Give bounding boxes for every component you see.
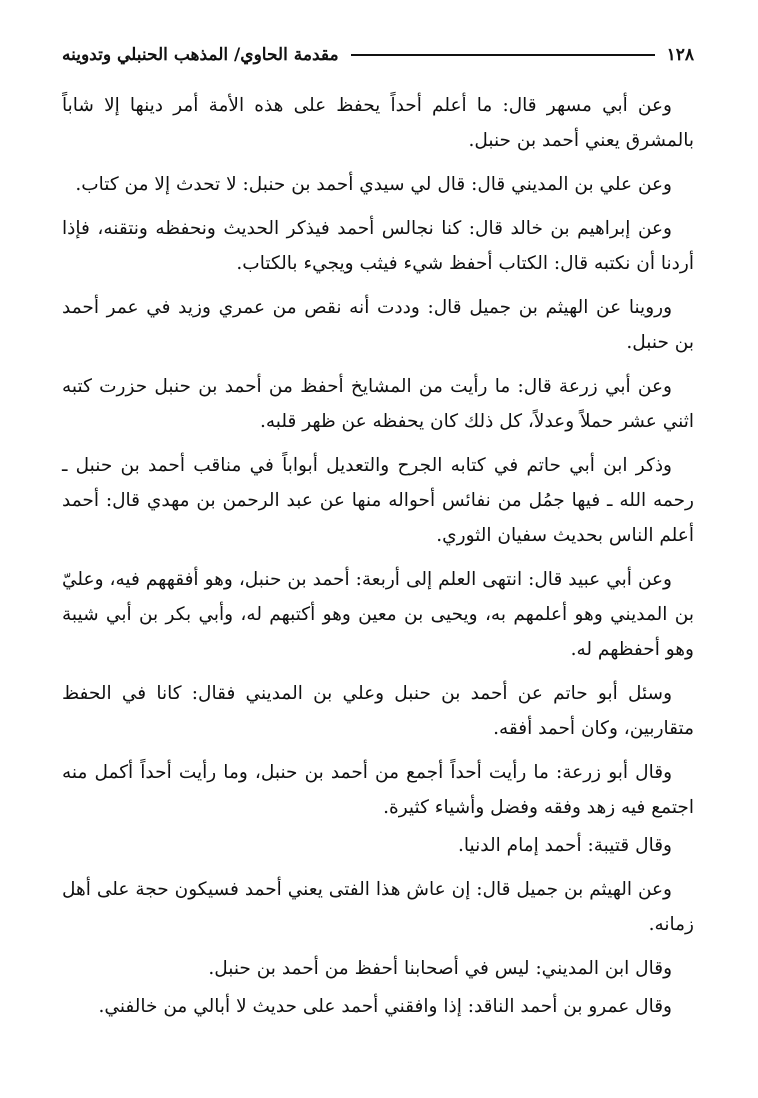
header-title: مقدمة الحاوي/ المذهب الحنبلي وتدوينه [62,45,339,65]
running-header [62,40,694,70]
paragraph-abu-hatim: وسئل أبو حاتم عن أحمد بن حنبل وعلي بن المديني فقال: كانا في الحفظ متقاربين، وكان أحمد أفقه. [62,683,694,739]
paragraph-ibn-al-madini: وقال ابن المديني: ليس في أصحابنا أحفظ من أحمد بن حنبل. [208,958,672,979]
paragraph-abu-ubayd: وعن أبي عبيد قال: انتهى العلم إلى أربعة: أحمد بن حنبل، وهو أفقههم فيه، وعليّ بن المديني وهو أعلمهم به، ويحيى بن معين وهو أكتبهم له، وأبي بكر بن أبي شيبة وهو أحفظهم له. [62,569,694,660]
paragraph-ibrahim-ibn-khalid: وعن إبراهيم بن خالد قال: كنا نجالس أحمد فيذكر الحديث ونحفظه ونتقنه، فإذا أردنا أن نكتبه قال: الكتاب أحفظ شيء فيثب ويجيء بالكتاب. [62,218,694,274]
paragraph-ibn-abi-hatim: وذكر ابن أبي حاتم في كتابه الجرح والتعديل أبواباً في مناقب أحمد بن حنبل ـ رحمه الله ـ فيها جمُل من نفائس أحواله منها عن عبد الرحمن بن مهدي قال: أحمد أعلم الناس بحديث سفيان الثوري. [62,455,694,546]
page-number: ١٢٨ [666,45,694,65]
paragraph-abu-zura-2: وقال أبو زرعة: ما رأيت أحداً أجمع من أحمد بن حنبل، وما رأيت أحداً أكمل منه اجتمع فيه زهد وفقه وفضل وأشياء كثيرة. [62,762,694,818]
paragraph-ali-ibn-al-madini: وعن علي بن المديني قال: قال لي سيدي أحمد بن حنبل: لا تحدث إلا من كتاب. [75,174,672,195]
header-rule [351,54,655,56]
paragraph-abu-mushir: وعن أبي مسهر قال: ما أعلم أحداً يحفظ على هذه الأمة أمر دينها إلا شاباً بالمشرق يعني أحمد بن حنبل. [62,95,694,151]
paragraph-abu-zura: وعن أبي زرعة قال: ما رأيت من المشايخ أحفظ من أحمد بن حنبل حزرت كتبه اثني عشر حملاً وعدلاً، كل ذلك كان يحفظه عن ظهر قلبه. [62,376,694,432]
paragraph-al-haytham-ibn-jamil-2: وعن الهيثم بن جميل قال: إن عاش هذا الفتى يعني أحمد فسيكون حجة على أهل زمانه. [62,879,694,935]
paragraph-qutayba: وقال قتيبة: أحمد إمام الدنيا. [458,835,672,856]
paragraph-al-haytham-ibn-jamil: وروينا عن الهيثم بن جميل قال: وددت أنه نقص من عمري وزيد في عمر أحمد بن حنبل. [62,297,694,353]
body-text [62,88,694,1033]
paragraph-amr-ibn-ahmad: وقال عمرو بن أحمد الناقد: إذا وافقني أحمد على حديث لا أبالي من خالفني. [98,996,672,1017]
